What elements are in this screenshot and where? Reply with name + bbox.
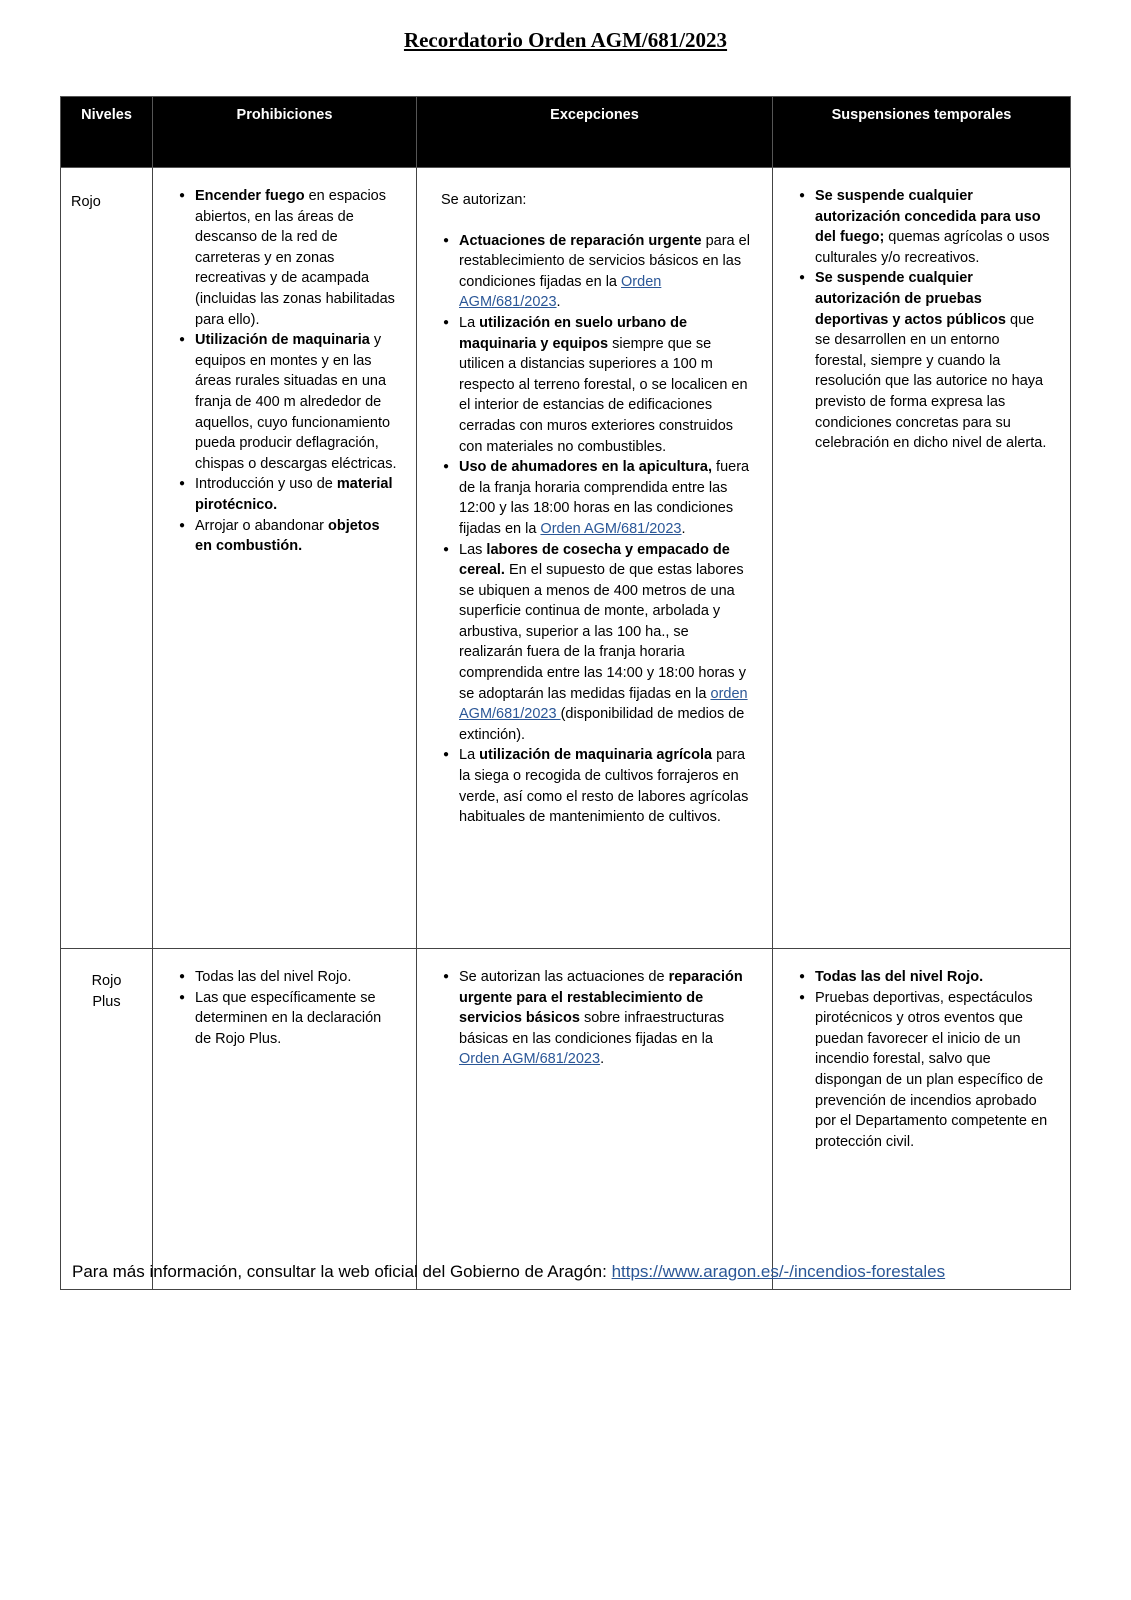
list-item: ● Todas las del nivel Rojo. (195, 967, 398, 988)
item-text: . (681, 520, 686, 537)
aragon-website-link[interactable]: https://www.aragon.es/-/incendios-forestales (611, 1262, 946, 1281)
header-suspensiones: Suspensiones temporales (773, 97, 1071, 168)
bold-text: material pirotécnico. (195, 476, 393, 513)
rojo-excepciones-cell (417, 168, 773, 949)
item-text: y equipos en montes y en las áreas rurales situadas en una franja de 400 m alrededor de aquellos, cuyo funcionamiento pueda producir deflagración, chispas o descargas eléctricas. (195, 332, 397, 472)
item-text: sobre infraestructuras básicas en las condiciones fijadas en la (459, 1010, 725, 1047)
excepciones-intro: Se autorizan: (441, 192, 527, 208)
item-text: que se desarrollen en un entorno forestal, siempre y cuando la resolución que las autorice no haya previsto de forma expresa las condiciones concretas para su celebración en dicho nivel de alerta. (815, 311, 1047, 452)
orden-link[interactable]: Orden AGM/681/2023 (540, 520, 682, 537)
bold-text: Se suspende cualquier autorización concedida para uso del fuego; (815, 188, 1041, 246)
list-item (195, 186, 398, 330)
item-text: quemas agrícolas o usos culturales y/o recreativos. (815, 229, 1050, 266)
rojo-plus-prohibiciones-cell (153, 949, 417, 1290)
level-line: Plus (92, 993, 121, 1010)
orden-link[interactable]: Orden (621, 273, 662, 290)
rojo-plus-excepciones-list (417, 949, 772, 1070)
orden-link[interactable]: Orden AGM/681/2023 (459, 1051, 601, 1068)
bold-text: utilización en suelo urbano de maquinaria y equipos (459, 314, 688, 352)
list-item (459, 967, 754, 1070)
bold-text: Utilización de maquinaria (195, 332, 370, 349)
list-item (195, 474, 398, 515)
list-item: ● Las que específicamente se determinen en la declaración de Rojo Plus. (195, 988, 398, 1050)
item-text: en espacios abiertos, en las áreas de descanso de la red de carreteras y en zonas recreativas y de acampada (incluidas las zonas habilitadas para ello). (195, 188, 395, 328)
bold-text: objetos en combustión. (195, 517, 380, 555)
header-prohibiciones: Prohibiciones (153, 97, 417, 168)
bold-text: Se suspende cualquier autorización de pruebas deportivas y actos públicos (815, 270, 1006, 328)
bold-text: utilización de maquinaria agrícola (479, 747, 713, 764)
list-item (195, 330, 398, 474)
item-text: Se autorizan las actuaciones de (459, 969, 669, 985)
list-item (459, 540, 754, 746)
level-line: Rojo (91, 973, 122, 989)
list-item (815, 967, 1052, 988)
list-item: ● Pruebas deportivas, espectáculos pirotécnicos y otros eventos que puedan favorecer el inicio de un incendio forestal, salvo que dispongan de un plan específico de prevención de incendios aprobado por el Departamento competente en protección civil. (815, 988, 1052, 1153)
rojo-plus-suspensiones-cell (773, 949, 1071, 1290)
bold-text: Uso de ahumadores en la apicultura, (459, 459, 713, 476)
item-text: . (556, 294, 561, 311)
rojo-suspensiones-cell (773, 168, 1071, 949)
item-text: para la siega o recogida de cultivos forrajeros en verde, así como el resto de labores agrícolas habituales de mantenimiento de cultivos. (459, 747, 749, 826)
item-text: . (600, 1051, 605, 1068)
item-text: Las (459, 541, 487, 558)
bold-text: labores de cosecha y empacado de cereal. (459, 541, 730, 579)
footer-note (72, 1262, 945, 1282)
bold-text: reparación urgente para el restablecimiento de servicios básicos (459, 969, 743, 1027)
agm-link[interactable]: AGM/681/2023 (459, 294, 557, 311)
orden-link[interactable]: orden AGM/681/2023 (459, 685, 748, 723)
rojo-prohibiciones-list (153, 168, 416, 557)
item-text: La (459, 314, 480, 331)
item-text: siempre que se utilicen a distancias superiores a 100 m respecto al terreno forestal, o se localicen en el interior de estancias de edificaciones cerradas con muros exteriores construidos con materiales no combustibles. (459, 335, 748, 455)
rojo-excepciones-list (417, 211, 772, 828)
item-text: En el supuesto de que estas labores se ubiquen a menos de 400 metros de una superficie continua de monte, arbolada y arbustiva, superior a las 100 ha., se realizarán fuera de la franja horaria comprendida entre las 14:00 y 18:00 horas y se adoptarán las medidas fijadas en la (459, 562, 746, 702)
bold-text: Encender fuego (195, 188, 305, 204)
list-item (459, 231, 754, 313)
bold-text: Todas las del nivel Rojo. (815, 969, 984, 985)
rojo-plus-suspensiones-list (773, 949, 1070, 1152)
table-row-rojo-plus (61, 949, 1071, 1290)
list-item (815, 268, 1052, 453)
table-header-row (61, 97, 1071, 168)
rojo-plus-excepciones-cell (417, 949, 773, 1290)
list-item (459, 457, 754, 539)
list-item (815, 186, 1052, 268)
item-text: (disponibilidad de medios de extinción). (459, 706, 745, 743)
item-text: para el restablecimiento de servicios básicos en las condiciones fijadas en la (459, 232, 750, 290)
item-text: fuera de la franja horaria comprendida entre las 12:00 y las 18:00 horas en las condiciones fijadas en la (459, 459, 750, 537)
list-item (459, 313, 754, 457)
bold-text: Actuaciones de reparación urgente (459, 232, 702, 249)
rojo-plus-prohibiciones-list (153, 949, 416, 1049)
header-niveles: Niveles (61, 97, 153, 168)
item-text: Arrojar o abandonar (195, 517, 328, 534)
rojo-prohibiciones-cell (153, 168, 417, 949)
list-item (195, 516, 398, 557)
list-item (459, 745, 754, 827)
level-rojo: Rojo (61, 168, 153, 949)
rojo-suspensiones-list (773, 168, 1070, 454)
item-text: La (459, 747, 480, 764)
level-rojo-plus (61, 949, 153, 1290)
header-excepciones: Excepciones (417, 97, 773, 168)
table-row-rojo (61, 168, 1071, 949)
document-title: Recordatorio Orden AGM/681/2023 (403, 28, 728, 52)
alert-levels-table (60, 96, 1071, 1290)
footer-text: Para más información, consultar la web oficial del Gobierno de Aragón: (72, 1262, 612, 1281)
item-text: Introducción y uso de (195, 476, 337, 493)
